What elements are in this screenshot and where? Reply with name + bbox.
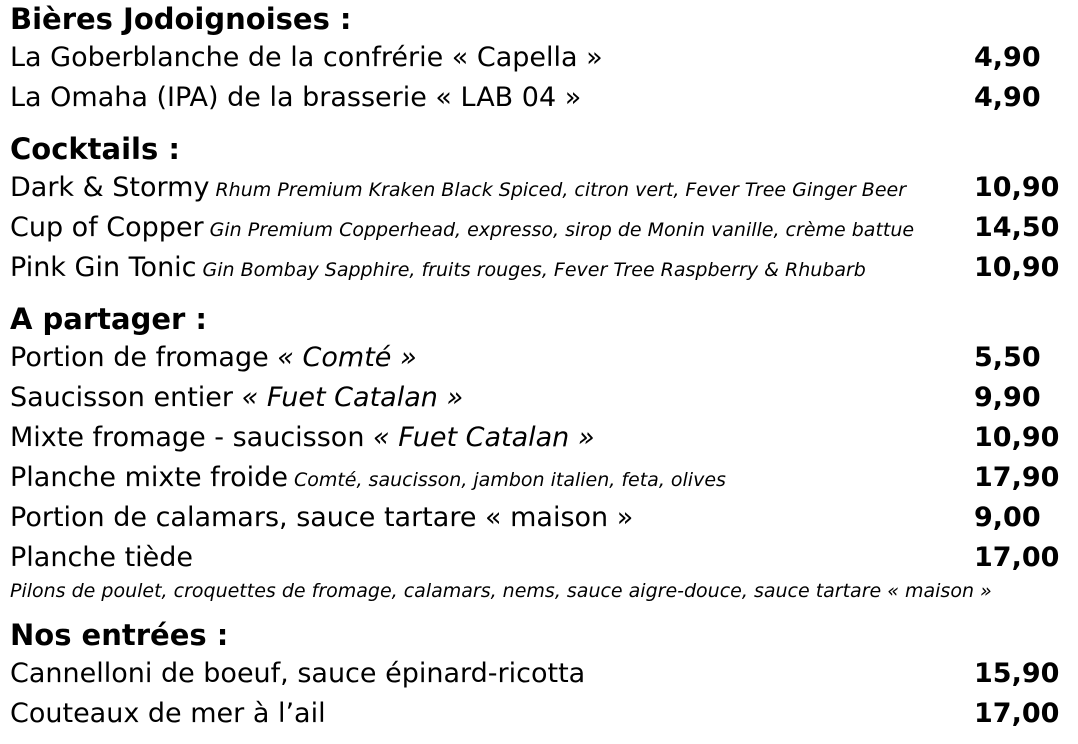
menu-item xyxy=(10,418,1070,458)
menu-item xyxy=(10,654,1070,694)
menu-item xyxy=(10,458,1070,498)
item-price: 14,50 xyxy=(974,212,1060,243)
menu-item xyxy=(10,208,1070,248)
item-name: La Omaha (IPA) de la brasserie « LAB 04 » xyxy=(10,82,582,113)
item-name: Planche tiède xyxy=(10,542,194,573)
item-price: 15,90 xyxy=(974,658,1060,689)
item-price: 4,90 xyxy=(974,82,1041,113)
menu-item xyxy=(10,338,1070,378)
item-price: 10,90 xyxy=(974,172,1060,203)
item-name: Saucisson entier xyxy=(10,382,234,413)
item-variety: « Comté » xyxy=(277,342,417,373)
item-variety: « Fuet Catalan » xyxy=(373,422,595,453)
section-title-partager: A partager : xyxy=(10,302,208,336)
item-name: Couteaux de mer à l’ail xyxy=(10,698,326,729)
section-title-bieres: Bières Jodoignoises : xyxy=(10,2,352,36)
menu-item xyxy=(10,78,1070,118)
item-description: Gin Bombay Sapphire, fruits rouges, Fever Tree Raspberry & Rhubarb xyxy=(202,259,866,281)
item-note: Pilons de poulet, croquettes de fromage, calamars, nems, sauce aigre-douce, sauce tartare « maison » xyxy=(10,580,992,602)
menu-item xyxy=(10,694,1070,734)
menu-item xyxy=(10,248,1070,288)
menu-item xyxy=(10,38,1070,78)
item-variety: « Fuet Catalan » xyxy=(241,382,464,413)
item-price: 5,50 xyxy=(974,342,1041,373)
menu xyxy=(10,0,1070,734)
item-name: Cannelloni de boeuf, sauce épinard-ricotta xyxy=(10,658,586,689)
menu-item xyxy=(10,498,1070,538)
item-price: 17,00 xyxy=(974,698,1060,729)
item-description: Rhum Premium Kraken Black Spiced, citron vert, Fever Tree Ginger Beer xyxy=(215,179,907,201)
item-price: 10,90 xyxy=(974,422,1060,453)
item-name: Planche mixte froide xyxy=(10,462,288,493)
item-price: 9,90 xyxy=(974,382,1041,413)
item-name: Portion de fromage xyxy=(10,342,269,373)
item-name: Pink Gin Tonic xyxy=(10,252,197,283)
item-price: 4,90 xyxy=(974,42,1041,73)
item-description: Comté, saucisson, jambon italien, feta, olives xyxy=(293,469,726,491)
item-price: 17,90 xyxy=(974,462,1060,493)
item-name: Portion de calamars, sauce tartare « maison » xyxy=(10,502,634,533)
item-name: La Goberblanche de la confrérie « Capella » xyxy=(10,42,603,73)
menu-item xyxy=(10,168,1070,208)
section-title-entrees: Nos entrées : xyxy=(10,618,229,652)
menu-item xyxy=(10,538,1070,578)
item-name: Mixte fromage - saucisson xyxy=(10,422,365,453)
section-title-cocktails: Cocktails : xyxy=(10,132,180,166)
item-name: Cup of Copper xyxy=(10,212,204,243)
item-description: Gin Premium Copperhead, expresso, sirop de Monin vanille, crème battue xyxy=(209,219,915,241)
item-price: 9,00 xyxy=(974,502,1041,533)
item-name: Dark & Stormy xyxy=(10,172,210,203)
item-price: 10,90 xyxy=(974,252,1060,283)
menu-item xyxy=(10,378,1070,418)
item-price: 17,00 xyxy=(974,542,1060,573)
